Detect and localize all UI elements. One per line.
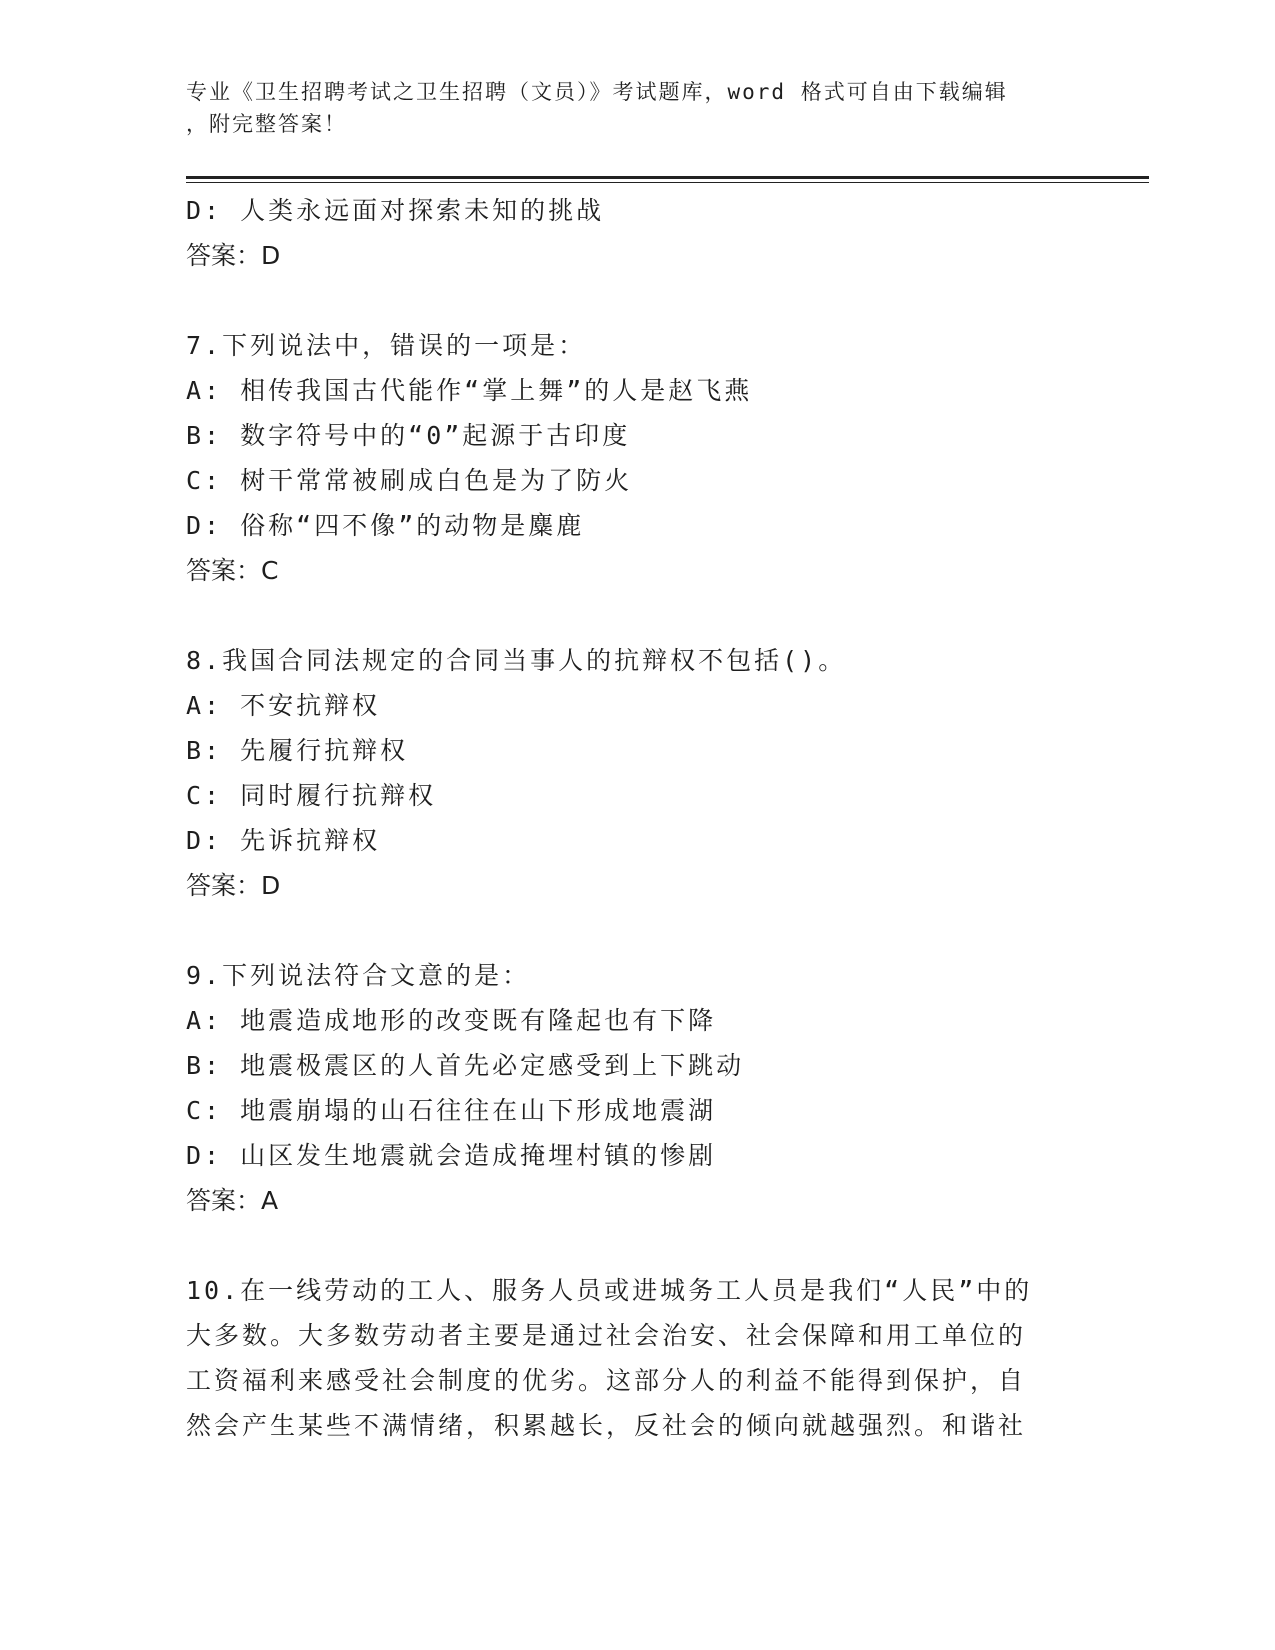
option-d: D: 俗称“四不像”的动物是麋鹿 xyxy=(186,511,585,540)
option-a: A: 相传我国古代能作“掌上舞”的人是赵飞燕 xyxy=(186,376,753,405)
answer-line: 答案：D xyxy=(186,241,281,270)
header-divider-thin xyxy=(186,182,1149,183)
answer-line: 答案：C xyxy=(186,556,279,585)
option-b: B: 先履行抗辩权 xyxy=(186,736,409,765)
spacer xyxy=(186,278,1086,323)
option-a: A: 地震造成地形的改变既有隆起也有下降 xyxy=(186,1006,717,1035)
option-d: D: 人类永远面对探索未知的挑战 xyxy=(186,196,605,225)
spacer xyxy=(186,908,1086,953)
question-stem: 9.下列说法符合文意的是： xyxy=(186,961,531,990)
spacer xyxy=(186,593,1086,638)
answer-line: 答案：A xyxy=(186,1186,279,1215)
question-10-line3: 工资福利来感受社会制度的优劣。这部分人的利益不能得到保护，自 xyxy=(186,1366,1027,1395)
question-8 xyxy=(186,638,1086,908)
question-stem: 7.下列说法中，错误的一项是： xyxy=(186,331,587,360)
option-b: B: 数字符号中的“0”起源于古印度 xyxy=(186,421,631,450)
option-c: C: 树干常常被刷成白色是为了防火 xyxy=(186,466,633,495)
question-stem: 8.我国合同法规定的合同当事人的抗辩权不包括()。 xyxy=(186,646,847,675)
option-b: B: 地震极震区的人首先必定感受到上下跳动 xyxy=(186,1051,745,1080)
question-list xyxy=(186,188,1086,1448)
question-6-tail xyxy=(186,188,1086,278)
question-10-line1: 10.在一线劳动的工人、服务人员或进城务工人员是我们“人民”中的 xyxy=(186,1276,1033,1305)
option-d: D: 山区发生地震就会造成掩埋村镇的惨剧 xyxy=(186,1141,717,1170)
question-7 xyxy=(186,323,1086,593)
document-header xyxy=(186,76,1066,140)
option-c: C: 同时履行抗辩权 xyxy=(186,781,437,810)
question-10-line2: 大多数。大多数劳动者主要是通过社会治安、社会保障和用工单位的 xyxy=(186,1321,1027,1350)
question-9 xyxy=(186,953,1086,1223)
header-divider-thick xyxy=(186,176,1149,179)
header-title-line1: 专业《卫生招聘考试之卫生招聘（文员）》考试题库，word 格式可自由下载编辑 xyxy=(186,80,1008,104)
question-10-line4: 然会产生某些不满情绪，积累越长，反社会的倾向就越强烈。和谐社 xyxy=(186,1411,1027,1440)
header-title-line2: ，附完整答案！ xyxy=(186,112,347,136)
option-c: C: 地震崩塌的山石往往在山下形成地震湖 xyxy=(186,1096,717,1125)
question-10 xyxy=(186,1268,1066,1448)
spacer xyxy=(186,1223,1086,1268)
answer-line: 答案：D xyxy=(186,871,281,900)
option-d: D: 先诉抗辩权 xyxy=(186,826,381,855)
option-a: A: 不安抗辩权 xyxy=(186,691,381,720)
